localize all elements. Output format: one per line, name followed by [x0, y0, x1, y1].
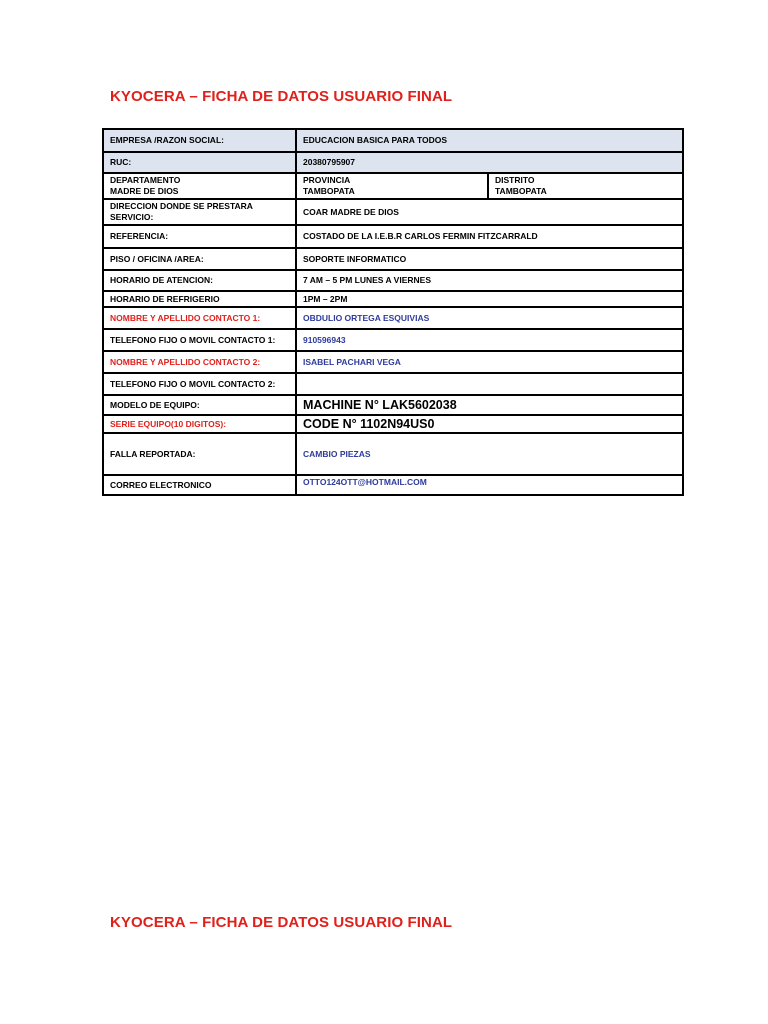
- row-piso: [103, 248, 683, 270]
- row-contacto1: [103, 307, 683, 329]
- row-correo: [103, 475, 683, 495]
- horario-refrigerio-label: HORARIO DE REFRIGERIO: [103, 291, 296, 307]
- direccion-value: COAR MADRE DE DIOS: [296, 199, 683, 225]
- form-title: KYOCERA – FICHA DE DATOS USUARIO FINAL: [110, 88, 453, 105]
- telefono2-value: [296, 373, 683, 395]
- footer-title: KYOCERA – FICHA DE DATOS USUARIO FINAL: [110, 914, 453, 931]
- horario-atencion-label: HORARIO DE ATENCION:: [103, 270, 296, 291]
- provincia-cell: [296, 173, 488, 199]
- empresa-label: EMPRESA /RAZON SOCIAL:: [103, 129, 296, 152]
- departamento-cell: [103, 173, 296, 199]
- provincia-value: TAMBOPATA: [303, 186, 355, 196]
- horario-refrigerio-value: 1PM – 2PM: [296, 291, 683, 307]
- row-falla: [103, 433, 683, 475]
- contacto1-label: NOMBRE Y APELLIDO CONTACTO 1:: [103, 307, 296, 329]
- ruc-value: 20380795907: [296, 152, 683, 173]
- correo-value: OTTO124OTT@HOTMAIL.COM: [296, 475, 683, 495]
- piso-value: SOPORTE INFORMATICO: [296, 248, 683, 270]
- ruc-label: RUC:: [103, 152, 296, 173]
- row-contacto2: [103, 351, 683, 373]
- telefono2-label: TELEFONO FIJO O MOVIL CONTACTO 2:: [103, 373, 296, 395]
- serie-label: SERIE EQUIPO(10 DIGITOS):: [103, 415, 296, 433]
- horario-atencion-value: 7 AM – 5 PM LUNES A VIERNES: [296, 270, 683, 291]
- row-serie: [103, 415, 683, 433]
- row-telefono1: [103, 329, 683, 351]
- distrito-cell: [488, 173, 683, 199]
- departamento-label: DEPARTAMENTO: [110, 175, 181, 185]
- user-data-form-table: [102, 128, 684, 496]
- piso-label: PISO / OFICINA /AREA:: [103, 248, 296, 270]
- falla-label: FALLA REPORTADA:: [103, 433, 296, 475]
- row-horario-atencion: [103, 270, 683, 291]
- row-ubicacion: [103, 173, 683, 199]
- provincia-label: PROVINCIA: [303, 175, 351, 185]
- departamento-value: MADRE DE DIOS: [110, 186, 179, 196]
- falla-value: CAMBIO PIEZAS: [296, 433, 683, 475]
- row-direccion: [103, 199, 683, 225]
- distrito-label: DISTRITO: [495, 175, 535, 185]
- telefono1-label: TELEFONO FIJO O MOVIL CONTACTO 1:: [103, 329, 296, 351]
- contacto2-label: NOMBRE Y APELLIDO CONTACTO 2:: [103, 351, 296, 373]
- referencia-value: COSTADO DE LA I.E.B.R CARLOS FERMIN FITZCARRALD: [296, 225, 683, 248]
- direccion-label: DIRECCION DONDE SE PRESTARA SERVICIO:: [103, 199, 296, 225]
- modelo-value: MACHINE N° LAK5602038: [296, 395, 683, 415]
- row-empresa: [103, 129, 683, 152]
- serie-value: CODE N° 1102N94US0: [296, 415, 683, 433]
- row-modelo: [103, 395, 683, 415]
- empresa-value: EDUCACION BASICA PARA TODOS: [296, 129, 683, 152]
- distrito-value: TAMBOPATA: [495, 186, 547, 196]
- referencia-label: REFERENCIA:: [103, 225, 296, 248]
- row-horario-refrigerio: [103, 291, 683, 307]
- contacto2-value: ISABEL PACHARI VEGA: [296, 351, 683, 373]
- correo-label: CORREO ELECTRONICO: [103, 475, 296, 495]
- row-referencia: [103, 225, 683, 248]
- row-telefono2: [103, 373, 683, 395]
- contacto1-value: OBDULIO ORTEGA ESQUIVIAS: [296, 307, 683, 329]
- telefono1-value: 910596943: [296, 329, 683, 351]
- modelo-label: MODELO DE EQUIPO:: [103, 395, 296, 415]
- row-ruc: [103, 152, 683, 173]
